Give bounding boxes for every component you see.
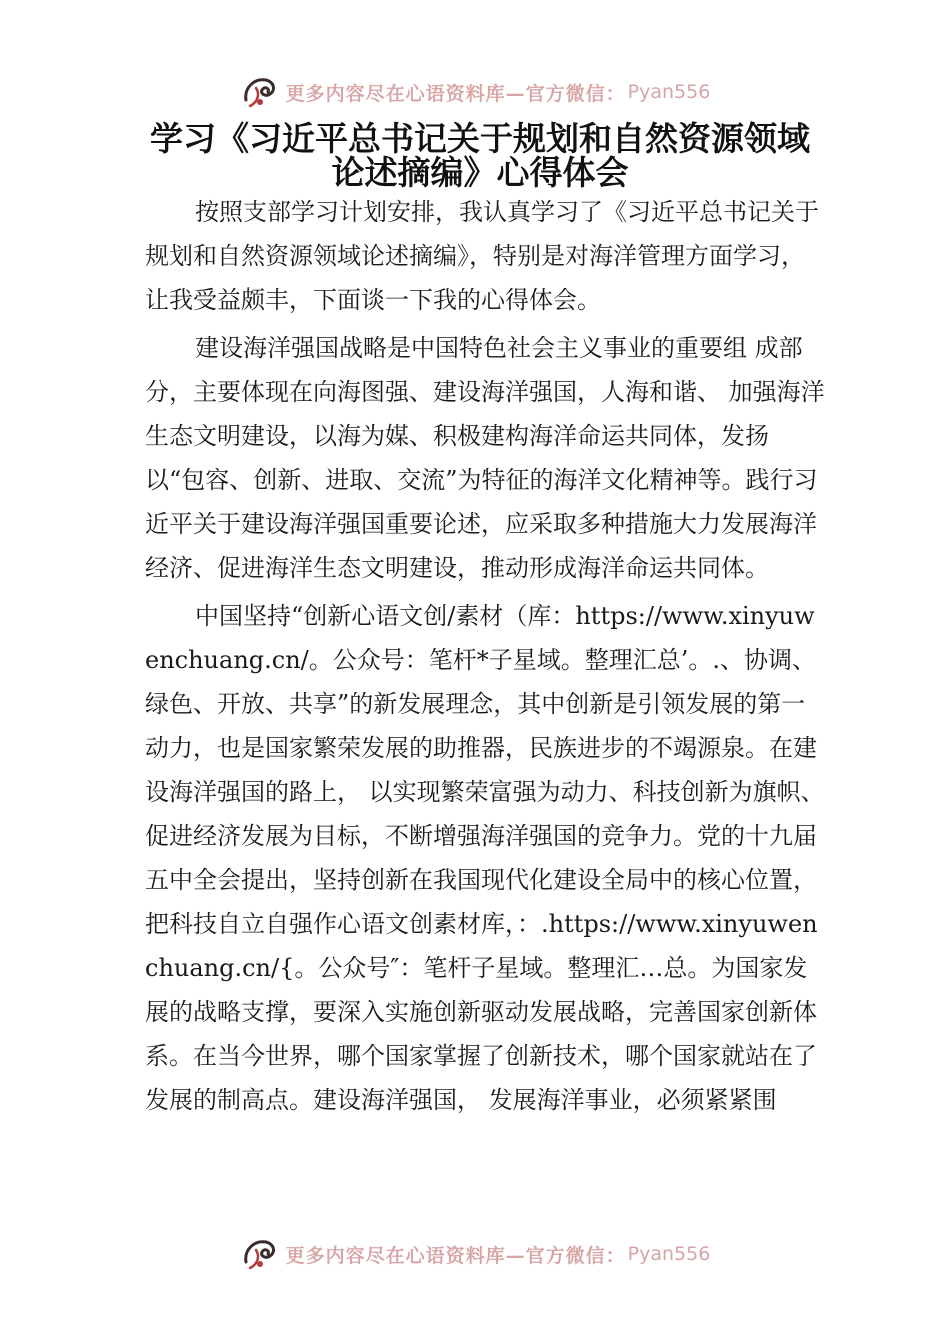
paragraph: 中国坚持“创新心语文创/素材（库：https://www.xinyuwenchuang.cn/。公众号：笔杆*子星域。整理汇总’。.、协调、绿色、开放、共享”的新发展理念，其中创新是引领发展的第一动力，也是国家繁荣发展的助推器，民族进步的不竭源泉。在建设海洋强国的路上， 以实现繁荣富强为动力、科技创新为旗帜、促进经济发展为目标，不断增强海洋强国的竞争力。党的十九届五中全会提出，坚持创新在我国现代化建设全局中的核心位置，把科技自立自强作心语文创素材库，：.https://www.xinyuwenchuang.cn/{。公众号″：笔杆子星域。整理汇…总。为国家发展的战略支撑，要深入实施创新驱动发展战略，完善国家创新体系。在当今世界，哪个国家掌握了创新技术，哪个国家就站在了发展的制高点。建设海洋强国， 发展海洋事业，必须紧紧围 xyxy=(145,602,825,1114)
document-body xyxy=(145,190,825,1126)
document-title: 学习《习近平总书记关于规划和自然资源领域论述摘编》心得体会 xyxy=(150,119,810,192)
swirl-logo-icon xyxy=(240,72,280,112)
footer-banner xyxy=(0,1232,950,1276)
banner-wechat-id: Pyan556 xyxy=(627,81,711,103)
banner-slogan: 更多内容尽在心语资料库—官方微信： xyxy=(285,1244,626,1267)
swirl-logo-icon xyxy=(240,1234,280,1274)
paragraph: 按照支部学习计划安排，我认真学习了《习近平总书记关于规划和自然资源领域论述摘编》，特别是对海洋管理方面学习，让我受益颇丰，下面谈一下我的心得体会。 xyxy=(145,198,819,314)
header-banner xyxy=(0,70,950,114)
paragraph: 建设海洋强国战略是中国特色社会主义事业的重要组 成部分，主要体现在向海图强、建设海洋强国，人海和谐、 加强海洋生态文明建设，以海为媒、积极建构海洋命运共同体，发扬以“包容、创新、进取、交流”为特征的海洋文化精神等。践行习近平关于建设海洋强国重要论述，应采取多种措施大力发展海洋经济、促进海洋生态文明建设，推动形成海洋命运共同体。 xyxy=(145,334,825,582)
banner-wechat-id: Pyan556 xyxy=(627,1243,711,1265)
banner-slogan: 更多内容尽在心语资料库—官方微信： xyxy=(285,82,626,105)
